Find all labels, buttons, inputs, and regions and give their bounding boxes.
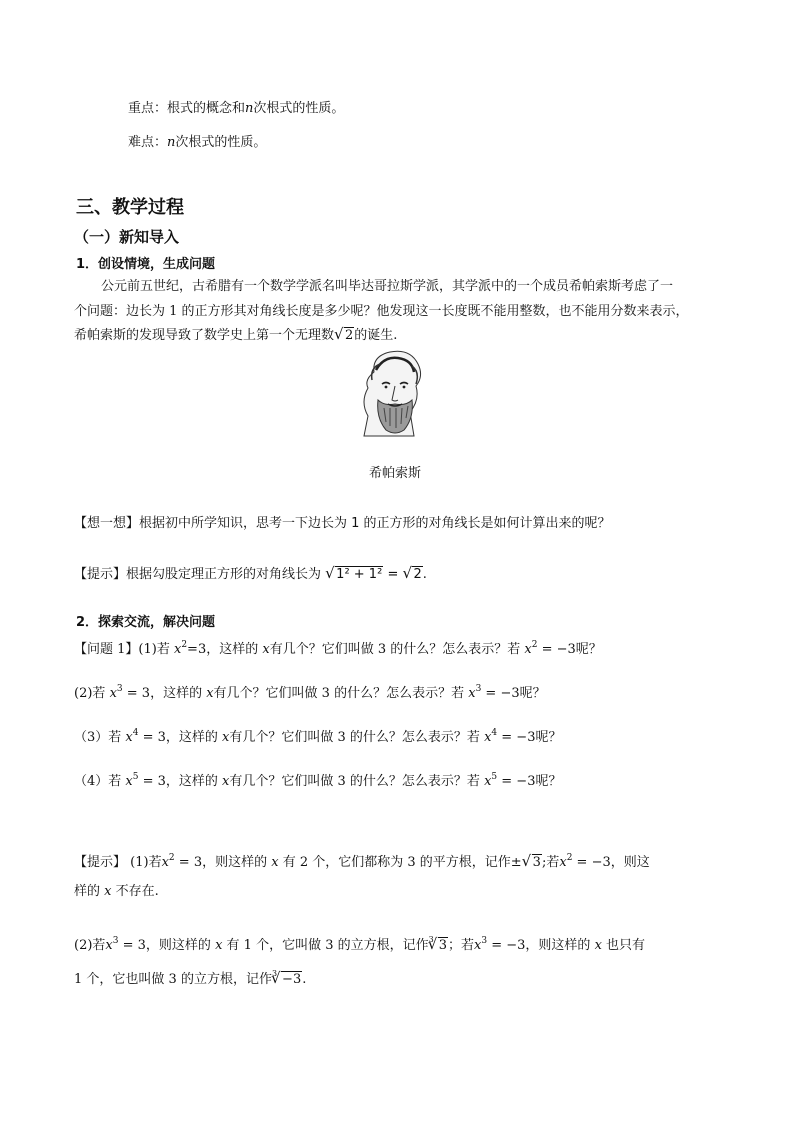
key-point	[128, 97, 344, 116]
intro-paragraph-line1: 公元前五世纪，古希腊有一个数学学派名叫毕达哥拉斯学派，其学派中的一个成员希帕索斯考虑了一	[101, 279, 674, 294]
hint1-label: 【提示】	[74, 567, 127, 582]
key-point-label: 重点：	[128, 101, 168, 116]
image-caption: 希帕索斯	[369, 466, 422, 481]
question1-item3: （3）若 $x^4 = 3$，这样的 x有几个？它们叫做 3 的什么？怎么表示？若 $x^4 = -3$呢？	[74, 728, 562, 745]
intro-paragraph-line3: 希帕索斯的发现导致了数学史上第一个无理数√ 2的诞生.	[74, 324, 397, 343]
hint2-para1-line2: 样的 x 不存在.	[74, 884, 159, 899]
part-title: （一）新知导入	[74, 228, 180, 246]
key-point-text2: 次根式的性质。	[253, 101, 345, 116]
sqrt2-result: √ 2	[404, 567, 422, 582]
diagonal-radical: √ 1² + 1²	[327, 567, 383, 582]
think-label: 【想一想】	[74, 516, 140, 531]
hint2-para2-line2: 1 个，它也叫做 3 的立方根，记作$^3$√ −3.	[74, 968, 306, 987]
hint2-label: 【提示】	[74, 855, 127, 870]
sqrt2-radical: √ 2	[336, 328, 354, 343]
question1-item4: （4）若 $x^5 = 3$，这样的 x有几个？它们叫做 3 的什么？怎么表示？若 $x^5 = -3$呢？	[74, 772, 562, 789]
section-title: 三、教学过程	[76, 197, 184, 218]
hint2-para1-line1: 【提示】 (1)若$x^2 = 3$，则这样的 x 有 2 个，它们都称为 3 的平方根，记作±√ 3;若$x^2 = -3$，则这	[74, 851, 650, 870]
hint2-para2-line1: (2)若$x^3 = 3$，则这样的 x 有 1 个，它叫做 3 的立方根，记作$^3$√ 3；若$x^3 = -3$，则这样的 x 也只有	[74, 934, 645, 953]
key-point-text: 根式的概念和	[167, 101, 246, 116]
intro-paragraph-line2: 个问题：边长为 1 的正方形其对角线长度是多少呢？他发现这一长度既不能用整数，也不能用分数来表示，	[74, 304, 689, 319]
hint1-line: 【提示】根据勾股定理正方形的对角线长为 √ 1² + 1² = √ 2.	[74, 563, 427, 582]
difficult-point-var: n	[167, 135, 176, 150]
question1-item1: 【问题 1】(1)若 $x^2=3$，这样的 x有几个？它们叫做 3 的什么？怎么表示？若 $x^2 = -3$呢？	[74, 640, 602, 657]
cbrt3-radical: √ 3	[430, 938, 448, 953]
question1-item2: (2)若 $x^3 = 3$，这样的 x有几个？它们叫做 3 的什么？怎么表示？若 $x^3 = -3$呢？	[74, 684, 546, 701]
question1-label: 【问题 1】	[74, 642, 139, 657]
cbrt-neg3-radical: √ −3	[273, 972, 302, 987]
difficult-point-text: 次根式的性质。	[175, 135, 267, 150]
hippasus-portrait	[354, 346, 436, 438]
step2-title: 2．探索交流，解决问题	[76, 615, 216, 630]
key-point-var: n	[245, 101, 254, 116]
hint1-text: 根据勾股定理正方形的对角线长为	[126, 567, 322, 582]
think-text: 根据初中所学知识，思考一下边长为 1 的正方形的对角线长是如何计算出来的呢？	[139, 516, 611, 531]
difficult-point	[128, 131, 266, 150]
difficult-point-label: 难点：	[128, 135, 168, 150]
think-line	[74, 512, 611, 531]
sqrt3-radical: √ 3	[524, 855, 542, 870]
step1-title: 1．创设情境，生成问题	[76, 257, 216, 272]
